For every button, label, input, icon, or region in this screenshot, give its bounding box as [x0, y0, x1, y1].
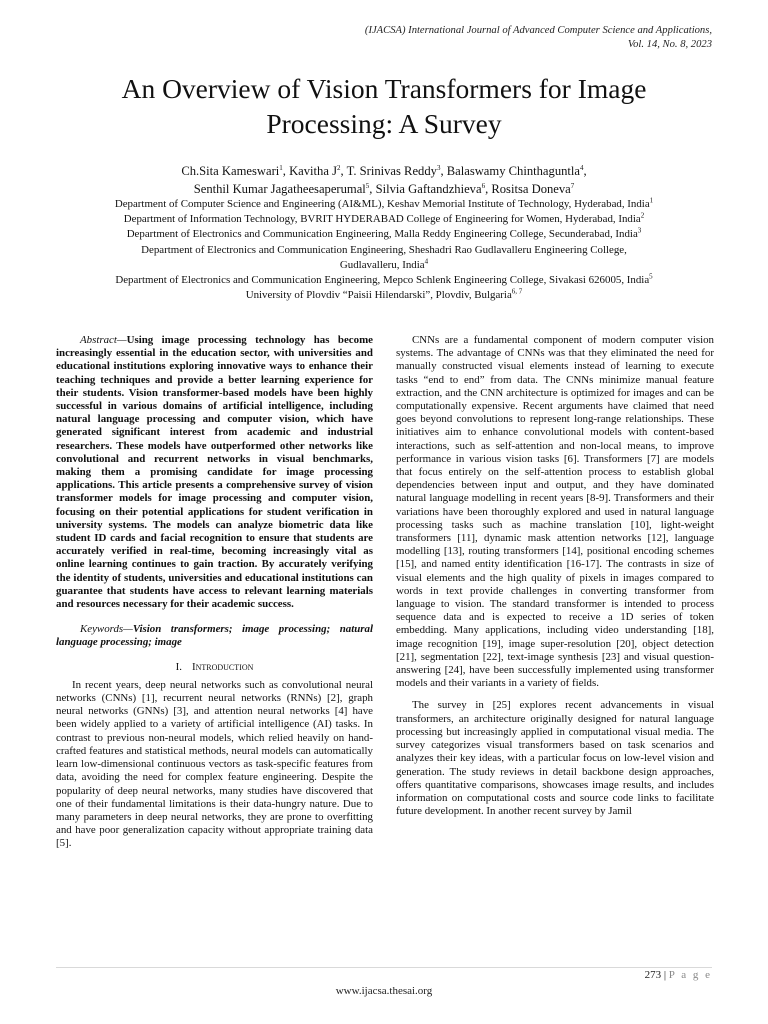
journal-header — [365, 24, 712, 52]
affiliation-text: Department of Electronics and Communication Engineering, Mepco Schlenk Engineering College, Sivakasi 626005, India — [115, 274, 650, 287]
paper-title-line-1: An Overview of Vision Transformers for Image — [121, 73, 647, 104]
author-name: T. Srinivas Reddy — [346, 164, 437, 178]
author-affil-mark: 5 — [365, 181, 370, 190]
author-line-2 — [0, 180, 768, 198]
affiliation-mark: 5 — [649, 272, 653, 281]
affiliation-text: Department of Information Technology, BVRIT HYDERABAD College of Engineering for Women, Hyderabad, India — [123, 213, 641, 226]
abstract-text: Using image processing technology has become increasingly essential in the education sector, with universities and educational institutions exploring innovative ways to enhance their teaching techniques and provide a better learning experience for their students. Vision transformer-based models have been highly successful in various domains of artificial intelligence, including natural language processing and computer vision, which have generated significant interest from academic and industrial researchers. These models have outperformed other networks like convolutional and recurrent networks in visual benchmarks, making them a promising candidate for image processing applications. This article presents a comprehensive survey of vision transformer models for image processing and computer vision, focusing on their potential applications for student verification in university systems. The models can analyze biometric data like student ID cards and facial recognition to ensure that students are accurately verified in real-time, becoming increasingly vital as online learning continues to gain traction. By accurately verifying the identity of students, universities and educational institutions can guarantee that students have access to relevant learning materials and resources necessary for their academic success. — [56, 334, 373, 611]
body-paragraph-cnn: CNNs are a fundamental component of modern computer vision systems. The advantage of CNNs was that they eliminated the need for manually constructed visual elements instead of learning to execute tasks “end to end” from data. The CNNs minimize manual feature extraction, and the CNN architecture is optimized for images and can be computationally expensive. Recent arguments have claimed that need goes beyond convolutions to represent long-range relationships. These initiatives aim to enhance convolutional models with content-based interactions, such as self-attention and non-local means, to improve performance in various vision tasks [6]. Transformers [7] are models that focus entirely on the self-attention process to establish global dependencies between input and output, and they have dominated natural language modelling in recent years [8-9]. Transformers and their variations have been thoroughly explored and used in natural language processing tasks such as machine translation [10], light-weight transformers [11], dynamic mask attention networks [12], language modelling [13], routing transformers [14], positional encoding schemes [15], and named entity identification [16-17]. The contrasts in size of visual elements and the high quality of pixels in images compared to words in text provide challenges in converting transformer from language to vision. The standard transformer is intended to process sequence data and is expected to receive a 1D series of token embedding. Many applications, including video understanding [18], image recognition [19], image super-resolution [20], object detection [21], segmentation [22], text-image synthesis [23] and visual question-answering [24], have been successfully implemented using transformer models and their variants in a variety of fields. — [396, 334, 714, 690]
page-number-separator: | — [661, 969, 669, 981]
author-name: Senthil Kumar Jagatheesaperumal — [193, 182, 366, 196]
journal-name: (IJACSA) International Journal of Advanced Computer Science and Applications, — [364, 25, 712, 36]
affiliation-text: Department of Computer Science and Engineering (AI&ML), Keshav Memorial Institute of Technology, Hyderabad, India — [114, 198, 650, 210]
affiliation — [0, 288, 768, 303]
affiliation-mark: 6, 7 — [511, 287, 523, 296]
abstract — [56, 334, 373, 611]
affiliation — [0, 212, 768, 227]
affiliation — [0, 227, 768, 242]
keywords-label: Keywords— — [80, 623, 133, 636]
author-list — [0, 162, 768, 198]
author-line-1 — [0, 162, 768, 180]
affiliation-text: Gudlavalleru, India — [339, 258, 425, 271]
right-column — [396, 334, 714, 818]
author-affil-mark: 1 — [279, 163, 283, 172]
author-separator: , — [282, 164, 290, 178]
author-separator: , — [583, 164, 587, 178]
abstract-label: Abstract— — [80, 334, 127, 346]
page-number — [645, 969, 712, 981]
affiliation-mark: 1 — [649, 196, 654, 205]
section-number: I. — [175, 660, 182, 673]
affiliation-mark: 2 — [640, 211, 645, 220]
affiliation-text: Department of Electronics and Communication Engineering, Sheshadri Rao Gudlavalleru Engineering College, — [141, 243, 627, 256]
author-separator: , — [485, 182, 492, 196]
page-word: P a g e — [668, 969, 712, 981]
author-name: Silvia Gaftandzhieva — [375, 182, 482, 196]
section-heading-introduction — [56, 661, 373, 674]
affiliation-list — [0, 197, 768, 303]
affiliation-text: Department of Electronics and Communication Engineering, Malla Reddy Engineering College, Secunderabad, India — [126, 228, 638, 241]
left-column — [56, 334, 373, 851]
affiliation — [0, 197, 768, 212]
journal-volume: Vol. 14, No. 8, 2023 — [627, 39, 712, 50]
author-name: Balaswamy Chinthaguntla — [446, 164, 580, 178]
affiliation-mark: 3 — [637, 226, 642, 235]
author-separator: , — [440, 164, 447, 178]
footer-divider — [56, 967, 712, 968]
author-name: Kavitha J — [289, 164, 337, 178]
keywords-text: Vision transformers; image processing; natural language processing; image — [56, 623, 373, 649]
body-paragraph-survey: The survey in [25] explores recent advancements in visual transformers, an architecture originally designed for natural language processing but increasingly applied in computational visual media. The survey categorizes visual transformers based on task scenarios and analyzes their key ideas, with a particular focus on low-level vision and generation. The study reviews in detail backbone design approaches, offers quantitative comparisons, showcases image results, and includes information on computational costs and source code links to facilitate future development. In another recent survey by Jamil — [396, 699, 714, 818]
footer-url: www.ijacsa.thesai.org — [335, 985, 433, 997]
author-affil-mark: 6 — [481, 181, 486, 190]
author-name: Rositsa Doneva — [491, 182, 571, 196]
affiliation — [0, 273, 768, 288]
author-name: Ch.Sita Kameswari — [181, 164, 280, 178]
intro-paragraph: In recent years, deep neural networks such as convolutional neural networks (CNNs) [1], recurrent neural networks (RNNs) [2], graph neural networks (GNNs) [3], and attention neural networks [4] have been widely applied to a variety of artificial intelligence (AI) tasks. In contrast to previous non-neural models, which relied heavily on hand-crafted features and statistical methods, neural models can automatically learn low-dimensional continuous vectors as task-specific features from data, avoiding the need for complex feature engineering. Despite the popularity of deep neural networks, many studies have discovered that one of their fundamental limitations is their data-hungry nature. Due to many parameters in deep neural networks, they are prone to overfitting and have poor generalization capacity without appropriate training data [5]. — [56, 678, 373, 850]
author-separator: , — [369, 182, 376, 196]
author-affil-mark: 2 — [336, 163, 341, 172]
affiliation — [0, 243, 768, 258]
page-number-value: 273 — [644, 969, 662, 981]
keywords — [56, 623, 373, 649]
section-title: Introduction — [191, 660, 254, 673]
paper-title-line-2: Processing: A Survey — [266, 108, 502, 139]
paper-title — [0, 71, 768, 141]
affiliation-text: University of Plovdiv “Paisii Hilendarski”, Plovdiv, Bulgaria — [245, 289, 512, 302]
author-affil-mark: 3 — [436, 163, 441, 172]
affiliation — [0, 258, 768, 273]
author-affil-mark: 4 — [580, 163, 584, 172]
affiliation-mark: 4 — [424, 257, 429, 266]
author-affil-mark: 7 — [570, 181, 575, 190]
author-separator: , — [340, 164, 347, 178]
